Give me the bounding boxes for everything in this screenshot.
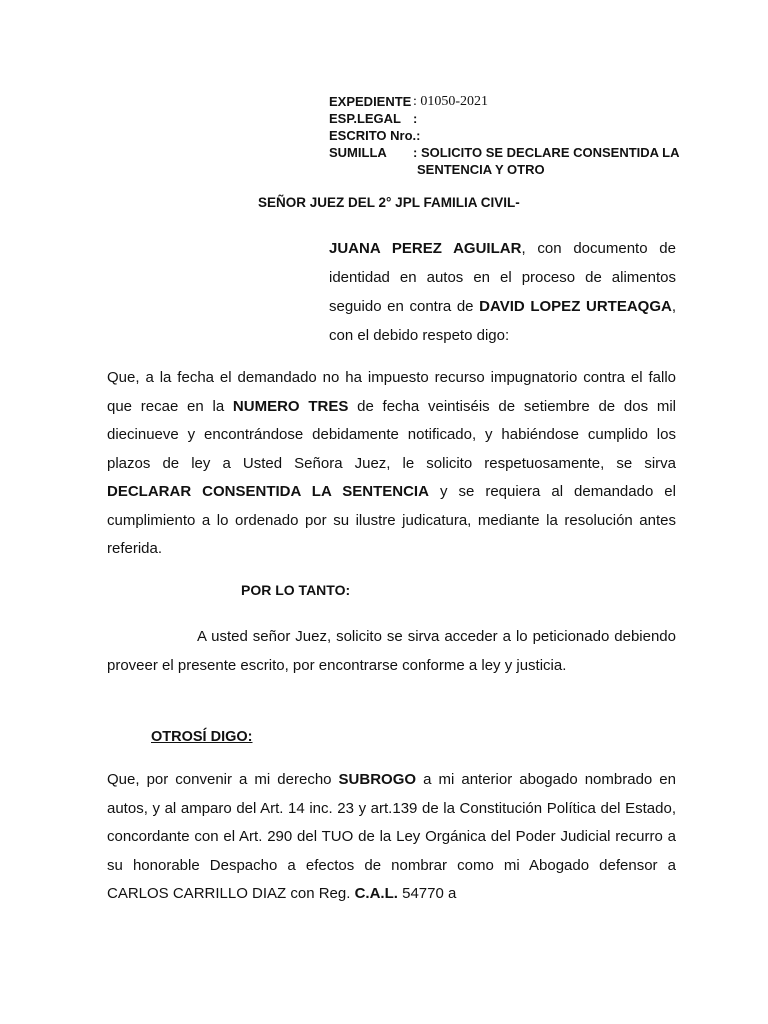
body-paragraph-2: A usted señor Juez, solicito se sirva acceder a lo peticionado debiendo proveer el presente escrito, por encontrarse conforme a ley y justicia. xyxy=(107,628,676,674)
body-paragraph-3 xyxy=(107,766,676,909)
por-lo-tanto-heading: POR LO TANTO: xyxy=(241,582,351,598)
p3-text-3: 54770 a xyxy=(397,885,457,902)
intro-text-2: , con el debido respeto digo: xyxy=(329,298,676,344)
p3-text-1: Que, por convenir a mi derecho xyxy=(107,771,339,788)
p3-bold-2: C.A.L. xyxy=(354,885,398,902)
p1-bold-1: NUMERO TRES xyxy=(232,397,349,415)
plaintiff-name: JUANA PEREZ AGUILAR xyxy=(329,240,522,257)
intro-paragraph xyxy=(329,234,676,350)
esp-legal-value: : xyxy=(413,111,418,126)
escrito-row xyxy=(329,127,680,144)
expediente-row xyxy=(329,93,680,110)
p1-text-1: Que, a la fecha el demandado no ha impuesto recurso impugnatorio contra el fallo que recae en la xyxy=(107,369,676,415)
otrosi-heading: OTROSÍ DIGO: xyxy=(151,729,253,745)
p3-bold-1: SUBROGO xyxy=(338,771,417,788)
addressee-heading: SEÑOR JUEZ DEL 2° JPL FAMILIA CIVIL- xyxy=(258,195,520,210)
p1-text-2: de fecha veintiséis de setiembre de dos mil diecinueve y encontrándose debidamente notificado, y habiéndose cumplido los plazos de ley a Usted Señora Juez, le solicito respetuosamente, se sirva xyxy=(107,397,677,472)
p1-text-3: y se requiera al demandado el cumplimiento a lo ordenado por su ilustre judicatura, mediante la resolución antes referida. xyxy=(107,483,676,557)
sumilla-continuation xyxy=(329,161,680,178)
sumilla-line1: : SOLICITO SE DECLARE CONSENTIDA LA xyxy=(413,145,680,160)
esp-legal-row xyxy=(329,110,680,127)
intro-text-1: , con documento de identidad en autos en el proceso de alimentos seguido en contra de xyxy=(329,240,676,315)
sumilla-line2: SENTENCIA Y OTRO xyxy=(417,162,545,177)
esp-legal-label: ESP.LEGAL xyxy=(329,111,402,126)
case-header xyxy=(329,93,680,178)
escrito-label: ESCRITO Nro.: xyxy=(329,128,421,143)
p3-text-2: a mi anterior abogado nombrado en autos, y al amparo del Art. 14 inc. 23 y art.139 de la Constitución Política del Estado, concordante con el Art. 290 del TUO de la Ley Orgánica del Poder Judicial recurro a su honorable Despacho a efectos de nombrar como mi Abogado defensor a CARLOS CARRILLO DIAZ con Reg. xyxy=(107,771,676,902)
body-paragraph-1 xyxy=(107,364,676,564)
sumilla-label: SUMILLA xyxy=(329,145,387,160)
expediente-label: EXPEDIENTE xyxy=(329,94,412,109)
expediente-value: : 01050-2021 xyxy=(413,94,489,109)
defendant-name: DAVID LOPEZ URTEAQGA xyxy=(479,298,672,315)
p1-bold-2: DECLARAR CONSENTIDA LA SENTENCIA xyxy=(107,483,429,500)
sumilla-row xyxy=(329,144,680,161)
